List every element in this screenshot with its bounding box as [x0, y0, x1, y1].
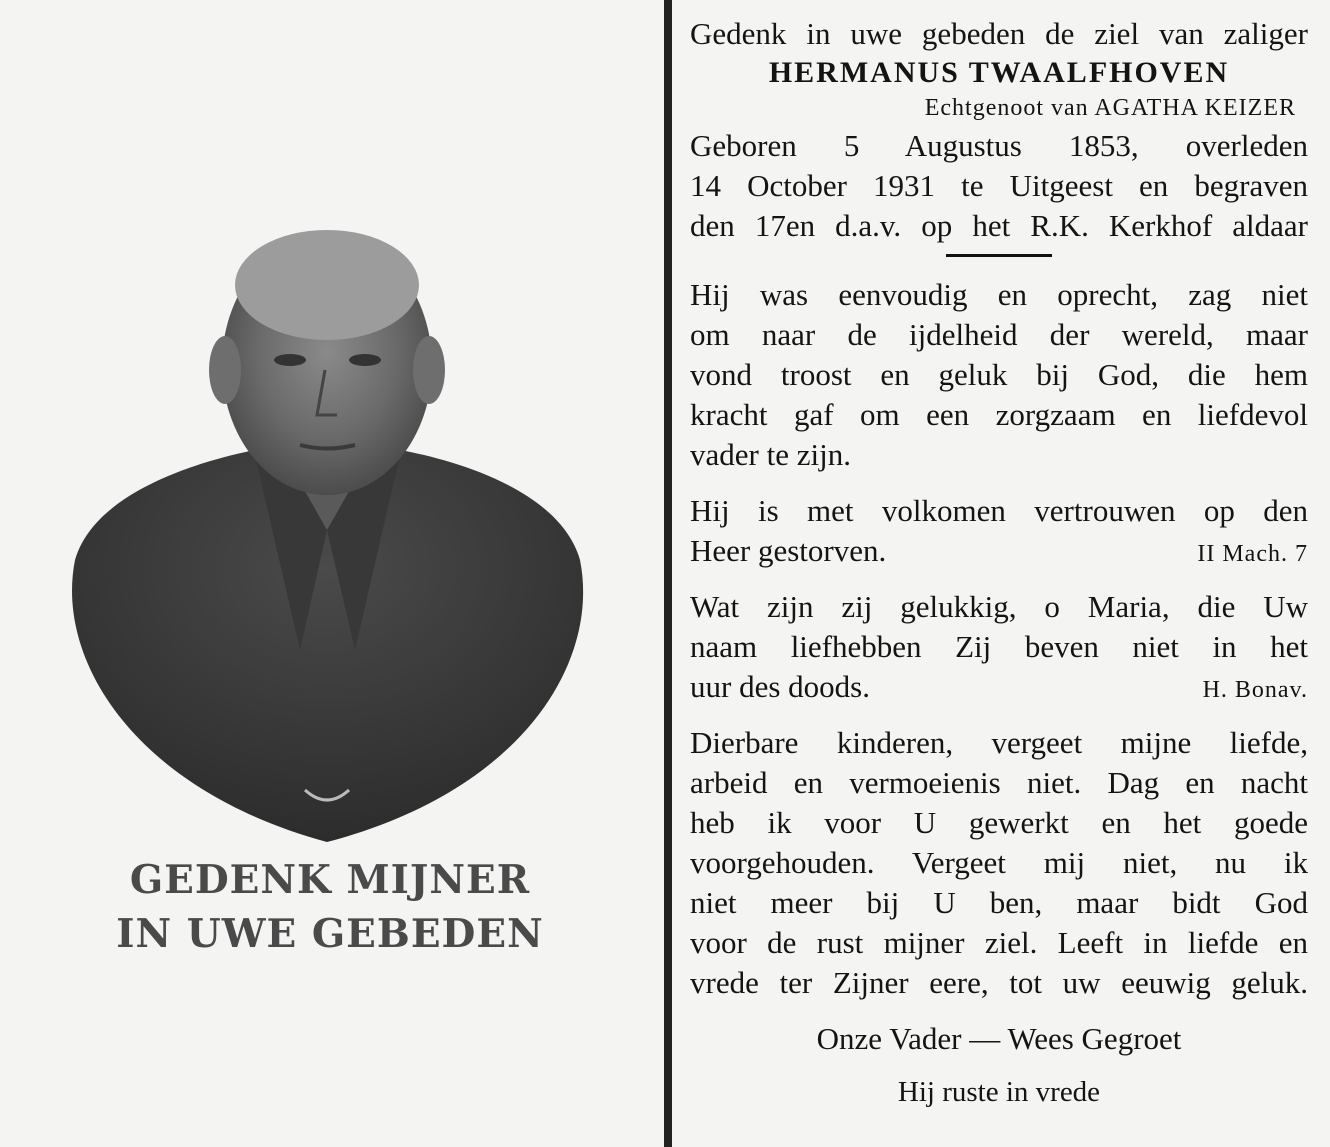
panel-divider [664, 0, 672, 1147]
para2-line: Hij is met volkomen vertrouwen op den [690, 493, 1308, 528]
para4-line: arbeid en vermoeienis niet. Dag en nacht [690, 765, 1308, 800]
para4-line: heb ik voor U gewerkt en het goede [690, 805, 1308, 840]
paragraph-4 [690, 723, 1308, 1003]
dates-line-2: 14 October 1931 te Uitgeest en begraven [690, 168, 1308, 203]
rip-line: Hij ruste in vrede [897, 1076, 1101, 1108]
para1-line: vader te zijn. [690, 437, 851, 472]
para3-line: uur des doods. [690, 669, 870, 704]
portrait-photo [55, 230, 600, 845]
para4-line: voor de rust mijner ziel. Leeft in liefde en [690, 925, 1308, 960]
para3-line: Wat zijn zij gelukkig, o Maria, die Uw [690, 589, 1308, 624]
para1-line: vond troost en geluk bij God, die hem [690, 357, 1308, 392]
spouse-line: Echtgenoot van AGATHA KEIZER [924, 95, 1296, 121]
para4-line: vrede ter Zijner eere, tot uw eeuwig geluk. [690, 965, 1308, 1000]
caption-line-1: GEDENK MIJNER [129, 857, 531, 903]
paragraph-2 [690, 491, 1308, 571]
para4-line: Dierbare kinderen, vergeet mijne liefde, [690, 725, 1308, 760]
paragraph-3 [690, 587, 1308, 707]
para1-line: Hij was eenvoudig en oprecht, zag niet [690, 277, 1308, 312]
para1-line: om naar de ijdelheid der wereld, maar [690, 317, 1308, 352]
para3-source-row [690, 667, 1308, 707]
dates-line-3: den 17en d.a.v. op het R.K. Kerkhof aldaar [690, 208, 1308, 243]
prayer-line: Onze Vader — Wees Gegroet [816, 1021, 1182, 1056]
portrait-panel [0, 0, 664, 1147]
para3-line: naam liefhebben Zij beven niet in het [690, 629, 1308, 664]
para4-line: voorgehouden. Vergeet mij niet, nu ik [690, 845, 1308, 880]
deceased-name: HERMANUS TWAALFHOVEN [768, 56, 1230, 89]
para2-line: Heer gestorven. [690, 533, 887, 568]
para1-line: kracht gaf om een zorgzaam en liefdevol [690, 397, 1308, 432]
paragraph-1 [690, 275, 1308, 475]
quote-source: H. Bonav. [1202, 677, 1308, 703]
caption-line-2: IN UWE GEBEDEN [116, 911, 544, 957]
intro-line: Gedenk in uwe gebeden de ziel van zaliger [690, 16, 1308, 51]
scripture-source: II Mach. 7 [1197, 541, 1308, 567]
para4-line: niet meer bij U ben, maar bidt God [690, 885, 1308, 920]
separator-rule [946, 254, 1052, 257]
para2-source-row [690, 531, 1308, 571]
text-panel [690, 14, 1308, 1111]
dates-line-1: Geboren 5 Augustus 1853, overleden [690, 128, 1308, 163]
